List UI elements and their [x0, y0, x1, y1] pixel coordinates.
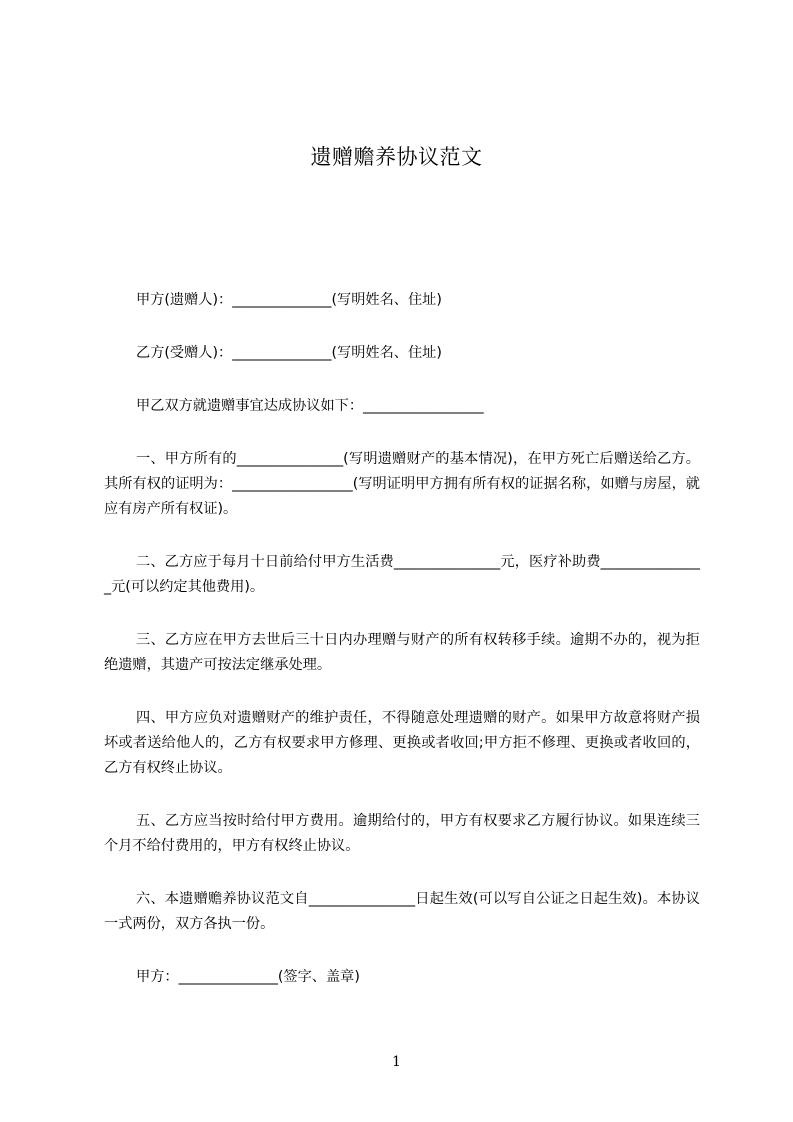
clause-5: 五、乙方应当按时给付甲方费用。逾期给付的，甲方有权要求乙方履行协议。如果连续三个月不给付费用的，甲方有权终止协议。	[104, 813, 700, 854]
agreement-intro: 甲乙双方就遗赠事宜达成协议如下：_________________	[136, 398, 484, 414]
clause-4: 四、甲方应负对遗赠财产的维护责任，不得随意处理遗赠的财产。如果甲方故意将财产损坏或者送给他人的，乙方有权要求甲方修理、更换或者收回;甲方拒不修理、更换或者收回的，乙方有权终止协议。	[104, 710, 700, 776]
clause-3: 三、乙方应在甲方去世后三十日内办理赠与财产的所有权转移手续。逾期不办的，视为拒绝遗赠，其遗产可按法定继承处理。	[104, 632, 700, 673]
document-body	[104, 288, 700, 1018]
clause-2: 二、乙方应于每月十日前给付甲方生活费_______________元，医疗补助费_______________元(可以约定其他费用)。	[104, 554, 700, 595]
party-a-line: 甲方(遗赠人)：______________(写明姓名、住址)	[136, 292, 442, 308]
clause-1: 一、甲方所有的_______________(写明遗赠财产的基本情况)，在甲方死亡后赠送给乙方。其所有权的证明为：_________________(写明证明甲方拥有所有权的证据名称，如赠与房屋，就应有房产所有权证)。	[104, 451, 700, 517]
party-a-signature-line: 甲方：______________(签字、盖章)	[136, 969, 360, 985]
party-b-line: 乙方(受赠人)：______________(写明姓名、住址)	[136, 345, 442, 361]
page-number: 1	[392, 1054, 401, 1070]
document-title: 遗赠赡养协议范文	[310, 145, 483, 169]
clause-6: 六、本遗赠赡养协议范文自_______________日起生效(可以写自公证之日起生效)。本协议一式两份，双方各执一份。	[104, 891, 700, 932]
